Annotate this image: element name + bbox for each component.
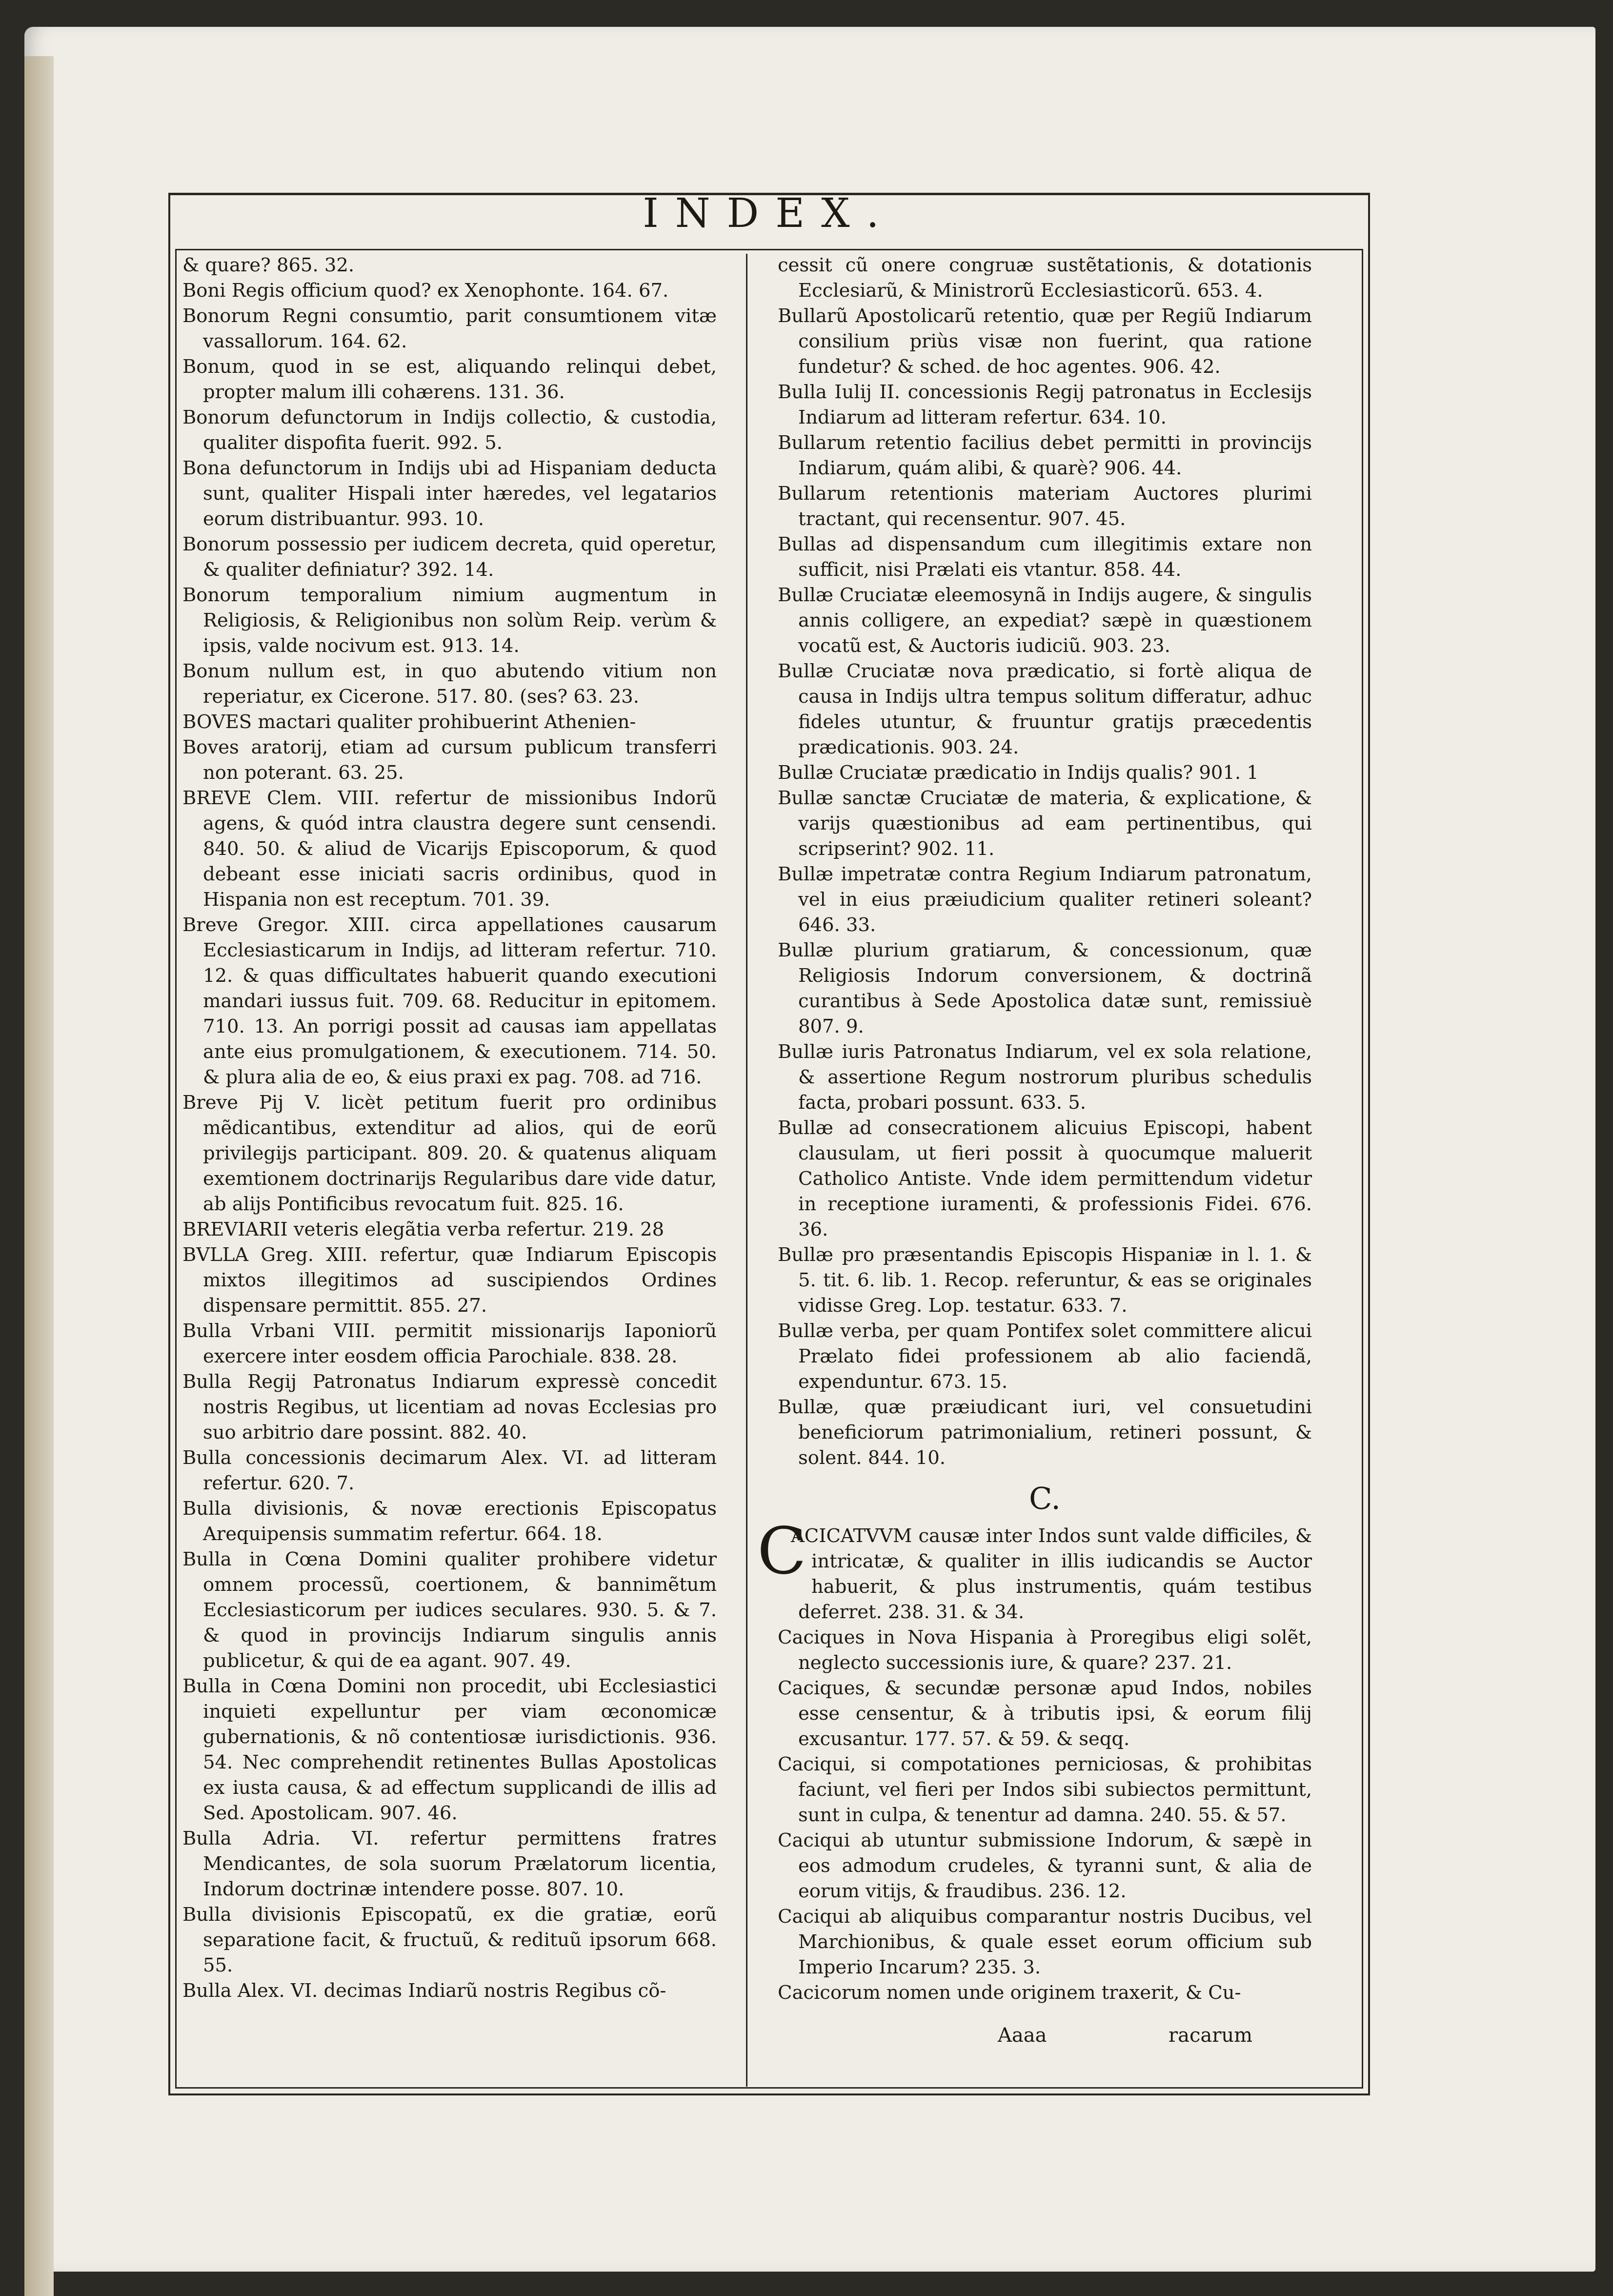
index-entry: Bonorum possessio per iudicem decreta, quid operetur, & qualiter definiatur? 392. 14.	[182, 533, 717, 581]
index-entry: Bonorum temporalium nimium augmentum in Religiosis, & Religionibus non solùm Reip. verùm & ipsis, valde nocivum est. 913. 14.	[182, 584, 717, 657]
index-entry: Bulla Adria. VI. refertur permittens fratres Mendicantes, de sola suorum Prælatorum licentia, Indorum doctrinæ intendere posse. 807. 10.	[182, 1828, 717, 1900]
catchword: racarum	[1169, 2024, 1253, 2047]
index-entry: Bulla Alex. VI. decimas Indiarũ nostris Regibus cõ-	[182, 1980, 666, 2002]
right-column	[757, 253, 1312, 2006]
page-title: INDEX.	[643, 190, 896, 237]
index-entry: Bonorum defunctorum in Indijs collectio, & custodia, qualiter dispofita fuerit. 992. 5.	[182, 406, 717, 454]
c-entries	[778, 1625, 1312, 2006]
index-entry: Bullarũ Apostolicarũ retentio, quæ per Regiũ Indiarum consilium priùs visæ non fuerint, qua ratione fundetur? & sched. de hoc agentes. 906. 42.	[778, 305, 1312, 378]
index-entry: Bullæ ad consecrationem alicuius Episcopi, habent clausulam, ut fieri possit à quocumque maluerit Catholico Antiste. Vnde idem permittendum videtur in receptione iuramenti, & professionis Fidei. 676. 36.	[778, 1117, 1312, 1240]
c-first-entry	[757, 1514, 1312, 1625]
index-entry: Bullæ iuris Patronatus Indiarum, vel ex sola relatione, & assertione Regum nostrorum pluribus schedulis facta, probari possunt. 633. 5.	[778, 1041, 1312, 1114]
index-entry: Bulla concessionis decimarum Alex. VI. ad litteram refertur. 620. 7.	[182, 1447, 717, 1494]
page-edge	[24, 56, 54, 2296]
index-entry: Bulla in Cœna Domini qualiter prohibere videtur omnem processũ, coertionem, & bannimẽtum Ecclesiasticorum per iudices seculares. 930. 5. & 7. & quod in provincijs Indiarum singulis annis publicetur, & qui de ea agant. 907. 49.	[182, 1548, 717, 1672]
index-entry: Cacicorum nomen unde originem traxerit, & Cu-	[778, 1982, 1241, 2004]
index-entry: Bulla divisionis, & novæ erectionis Episcopatus Arequipensis summatim refertur. 664. 18.	[182, 1498, 717, 1545]
index-entry: Bullæ impetratæ contra Regium Indiarum patronatum, vel in eius præiudicium qualiter retineri soleant? 646. 33.	[778, 863, 1312, 936]
index-entry: Bulla Regij Patronatus Indiarum expressè concedit nostris Regibus, ut licentiam ad novas Ecclesias pro suo arbitrio dare possint. 882. 40.	[182, 1371, 717, 1443]
index-entry: Bulla in Cœna Domini non procedit, ubi Ecclesiastici inquieti expelluntur per viam œconomicæ gubernationis, & nõ contentiosæ iurisdictionis. 936. 54. Nec comprehendit retinentes Bullas Apostolicas ex iusta causa, & ad effectum supplicandi de illis ad Sed. Apostolicam. 907. 46.	[182, 1675, 717, 1824]
index-entry: Bullæ pro præsentandis Episcopis Hispaniæ in l. 1. & 5. tit. 6. lib. 1. Recop. referuntur, & eas se originales vidisse Greg. Lop. testatur. 633. 7.	[778, 1244, 1312, 1317]
section-letter: C.	[1029, 1481, 1061, 1516]
index-entry: Caciqui, si compotationes perniciosas, & prohibitas faciunt, vel fieri per Indos sibi subiectos permittunt, sunt in culpa, & tenentur ad damna. 240. 55. & 57.	[778, 1753, 1312, 1826]
index-entry: Boves aratorij, etiam ad cursum publicum transferri non poterant. 63. 25.	[182, 736, 717, 784]
index-entry: Boni Regis officium quod? ex Xenophonte. 164. 67.	[182, 280, 669, 302]
index-entry: Bullæ Cruciatæ nova prædicatio, si fortè aliqua de causa in Indijs ultra tempus solitum differatur, adhuc fideles utuntur, & fruuntur gratijs præcedentis prædicationis. 903. 24.	[778, 660, 1312, 758]
drop-cap: C	[757, 1514, 806, 1589]
index-entry: Bullas ad dispensandum cum illegitimis extare non sufficit, nisi Prælati eis vtantur. 858. 44.	[778, 533, 1312, 581]
signature-mark: Aaaa	[998, 2024, 1047, 2047]
index-entry: Bulla Iulij II. concessionis Regij patronatus in Ecclesijs Indiarum ad litteram refertur. 634. 10.	[778, 381, 1312, 428]
left-column	[182, 253, 717, 2004]
index-entry: Bullarum retentionis materiam Auctores plurimi tractant, qui recensentur. 907. 45.	[778, 483, 1312, 530]
index-entry: Bulla divisionis Episcopatũ, ex die gratiæ, eorũ separatione facit, & fructuũ, & redituũ ipsorum 668. 55.	[182, 1904, 717, 1976]
right-entries	[778, 253, 1312, 1471]
index-entry: Bullæ, quæ præiudicant iuri, vel consuetudini beneficiorum patrimonialium, retineri possunt, & solent. 844. 10.	[778, 1396, 1312, 1469]
index-entry: Breve Pij V. licèt petitum fuerit pro ordinibus mẽdicantibus, extenditur ad alios, qui de eorũ privilegijs participant. 809. 20. & quatenus aliquam exemtionem doctrinarijs Regularibus dare vide datur, ab alijs Pontificibus revocatum fuit. 825. 16.	[182, 1092, 717, 1215]
index-entry: Bonum nullum est, in quo abutendo vitium non reperiatur, ex Cicerone. 517. 80. (ses? 63. 23.	[182, 660, 717, 708]
index-entry: BREVIARII veteris elegãtia verba refertur. 219. 28	[182, 1219, 665, 1240]
index-entry: Breve Gregor. XIII. circa appellationes causarum Ecclesiasticarum in Indijs, ad litteram refertur. 710. 12. & quas difficultates habuerit quando executioni mandari iussus fuit. 709. 68. Reducitur in epitomem. 710. 13. An porrigi possit ad causas iam appellatas ante eius promulgationem, & executionem. 714. 50. & plura alia de eo, & eius praxi ex pag. 708. ad 716.	[182, 914, 717, 1088]
index-entry: Bullæ sanctæ Cruciatæ de materia, & explicatione, & varijs quæstionibus ad eam pertinentibus, qui scripserint? 902. 11.	[778, 787, 1312, 860]
index-entry: Caciques in Nova Hispania à Proregibus eligi solẽt, neglecto successionis iure, & quare? 237. 21.	[778, 1626, 1312, 1674]
index-entry: Bonum, quod in se est, aliquando relinqui debet, propter malum illi cohærens. 131. 36.	[182, 356, 717, 403]
index-entry: cessit cũ onere congruæ sustẽtationis, & dotationis Ecclesiarũ, & Ministrorũ Ecclesiasticorũ. 653. 4.	[778, 254, 1312, 302]
index-entry: Bona defunctorum in Indijs ubi ad Hispaniam deducta sunt, qualiter Hispali inter hæredes, vel legatarios eorum distribuantur. 993. 10.	[182, 457, 717, 530]
index-entry: Bullæ plurium gratiarum, & concessionum, quæ Religiosis Indorum conversionem, & doctrinã curantibus à Sede Apostolica datæ sunt, remissiuè 807. 9.	[778, 939, 1312, 1037]
index-entry: Caciques, & secundæ personæ apud Indos, nobiles esse censentur, & à tributis ipsi, & eorum filij excusantur. 177. 57. & 59. & seqq.	[778, 1677, 1312, 1750]
index-entry: Caciqui ab utuntur submissione Indorum, & sæpè in eos admodum crudeles, & tyranni sunt, & alia de eorum vitijs, & fraudibus. 236. 12.	[778, 1829, 1312, 1902]
column-divider	[746, 254, 747, 2087]
index-entry: Bulla Vrbani VIII. permitit missionarijs Iaponiorũ exercere inter eosdem officia Parochiale. 838. 28.	[182, 1320, 717, 1367]
index-entry: Bullæ Cruciatæ eleemosynã in Indijs augere, & singulis annis colligere, an expediat? sæpè in quæstionem vocatũ est, & Auctoris iudiciũ. 903. 23.	[778, 584, 1312, 657]
index-entry: Bullæ Cruciatæ prædicatio in Indijs qualis? 901. 1	[778, 762, 1259, 784]
index-entry: BREVE Clem. VIII. refertur de missionibus Indorũ agens, & quód intra claustra degere sunt censendi. 840. 50. & aliud de Vicarijs Episcoporum, & quod debeant esse iniciati sacris ordinibus, quod in Hispania non est receptum. 701. 39.	[182, 787, 717, 911]
index-entry: Bullarum retentio facilius debet permitti in provincijs Indiarum, quám alibi, & quarè? 906. 44.	[778, 432, 1312, 479]
text-frame	[168, 190, 1370, 2095]
c-first-entry-text: ACICATVVM causæ inter Indos sunt valde difficiles, & intricatæ, & qualiter in illis iudicandis se Auctor habuerit, & plus instrumentis, quám testibus deferret. 238. 31. & 34.	[791, 1525, 1312, 1623]
index-entry: Caciqui ab aliquibus comparantur nostris Ducibus, vel Marchionibus, & quale esset eorum officium sub Imperio Incarum? 235. 3.	[778, 1906, 1312, 1978]
index-entry: Bullæ verba, per quam Pontifex solet committere alicui Prælato fidei professionem ab alio faciendã, expenduntur. 673. 15.	[778, 1320, 1312, 1393]
index-entry: & quare? 865. 32.	[182, 254, 355, 276]
index-entry: BVLLA Greg. XIII. refertur, quæ Indiarum Episcopis mixtos illegitimos ad suscipiendos Ordines dispensare permittit. 855. 27.	[182, 1244, 717, 1317]
index-entry: Bonorum Regni consumtio, parit consumtionem vitæ vassallorum. 164. 62.	[182, 305, 717, 352]
index-entry: BOVES mactari qualiter prohibuerint Athenien-	[182, 711, 636, 733]
